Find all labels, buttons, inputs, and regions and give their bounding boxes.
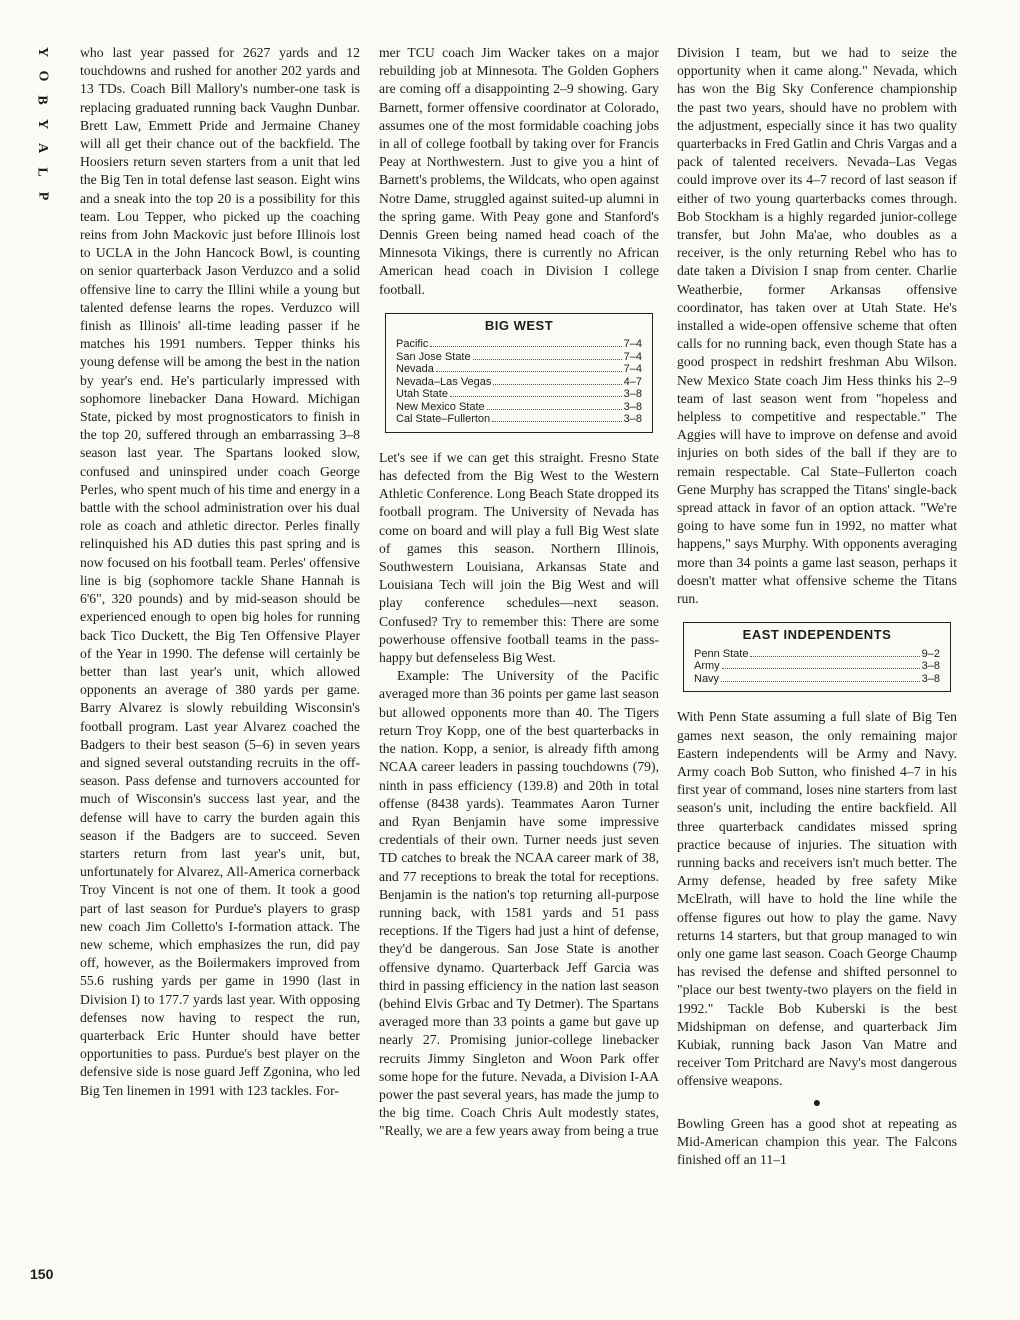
standings-row — [694, 673, 940, 686]
standings-record: 3–8 — [623, 400, 642, 413]
article-column-1 — [80, 44, 360, 1100]
standings-row — [694, 660, 940, 673]
sidebar-letter: Y — [35, 46, 50, 58]
standings-team: Navy — [694, 672, 720, 685]
standings-team: Penn State — [694, 647, 749, 660]
article-column-3 — [677, 44, 957, 1169]
leader-dots — [493, 384, 621, 385]
standings-row — [396, 338, 642, 351]
standings-title: BIG WEST — [484, 317, 554, 333]
standings-row — [396, 376, 642, 389]
standings-row — [396, 388, 642, 401]
standings-row — [396, 351, 642, 364]
standings-record: 3–8 — [623, 388, 642, 401]
standings-record: 4–7 — [623, 375, 642, 388]
standings-record: 7–4 — [623, 350, 642, 363]
standings-record: 9–2 — [921, 647, 940, 660]
body-paragraph: mer TCU coach Jim Wacker takes on a major rebuilding job at Minnesota. The Golden Gophers are coming off a disappointing 2–9 showing. Gary Barnett, former offensive coordinator at Colorado, assumes one of the most formidable coaching jobs in all of college football by taking over for Francis Peay at Northwestern. Just to give you a hint of Barnett's problems, the Wildcats, who open against Notre Dame, struggled against suited-up alumni in the spring game. With Peay gone and Stanford's Dennis Green being named head coach of the Minnesota Vikings, there is currently no African American head coach in Division I college football. — [379, 45, 659, 297]
standings-team: Pacific — [396, 338, 429, 351]
standings-row — [396, 363, 642, 376]
leader-dots — [721, 681, 920, 682]
body-paragraph: Division I team, but we had to seize the opportunity when it came along." Nevada, which has won the Big Sky Conference championship the past two years, should have no problem with the adjustment, especially since it has two quality quarterbacks in Fred Gatlin and Chris Vargas and a pack of talented receivers. Nevada–Las Vegas could improve over its 4–7 record of last season if either of two young quarterbacks comes through. Bob Stockham is a highly regarded junior-college transfer, but John Ma'ae, who doubles as a receiver, is the only returning Rebel who has to date taken a Division I snap from center. Charlie Weatherbie, former Arkansas offensive coordinator, has taken over at Utah State. He's installed a wide-open offensive scheme that often calls for no running back, even though State has a good prospect in redshirt freshman Abu Wilson. New Mexico State coach Jim Hess thinks his 2–9 team of last season went from "hopeless and helpless to competitive and respectable." The Aggies will have to improve on defense and avoid injuries on both sides of the ball if they are to remain respectable. Cal State–Fullerton coach Gene Murphy has scrapped the Titans' single-back spread attack in favor of an option attack. "We're going to have some fun in 1992, no matter what happens," says Murphy. With opponents averaging more than 34 points a game last season, perhaps it doesn't matter what offensive scheme the Titans run. — [677, 45, 957, 607]
standings-record: 7–4 — [623, 363, 642, 376]
sidebar-letter: P — [35, 191, 50, 201]
body-paragraph: Let's see if we can get this straight. Fresno State has defected from the Big West to the Western Athletic Conference. Long Beach State dropped its football program. The University of Nevada has come on board and will play a full Big West slate of games this season. Northern Illinois, Southwestern Louisiana, Arkansas State and Louisiana Tech will join the Big West and will play conference schedules—next season. Confused? Try to remember this: There are some powerhouse offensive football teams in the pass-happy but defenseless Big West. — [379, 449, 659, 666]
leader-dots — [722, 668, 920, 669]
body-paragraph: With Penn State assuming a full slate of Big Ten games next season, the only remaining major Eastern independents will be Army and Navy. Army coach Bob Sutton, who finished 4–7 in his first year of command, loses nine starters from last season's unit, including the entire backfield. All three quarterback candidates missed spring practice because of injuries. The situation with running backs and receivers isn't much better. The Army defense, headed by free safety Mike McElrath, will have to hold the line while the offense figures out how to play the game. Navy returns 14 starters, but that group managed to win only one game last season. Coach George Chaump has revised the defense and shifted personnel to "place our best twenty-two players on the field in 1992." Tackle Bob Kuberski is the best Midshipman on defense, and quarterback Jim Kubiak, running back Jason Van Matre and receiver Tom Pritchard are Navy's most dangerous offensive weapons. — [677, 709, 957, 1089]
standings-row — [694, 648, 940, 661]
leader-dots — [450, 396, 622, 397]
section-bullet: ● — [812, 1095, 822, 1111]
standings-row — [396, 401, 642, 414]
standings-team: Nevada–Las Vegas — [396, 375, 492, 388]
standings-record: 3–8 — [921, 672, 940, 685]
sidebar-letter: L — [35, 167, 50, 177]
big-west-standings-box — [385, 313, 653, 433]
body-paragraph: Example: The University of the Pacific averaged more than 36 points per game last season but allowed opponents more than 40. The Tigers return Troy Kopp, one of the best quarterbacks in the nation. Kopp, a senior, is already fifth among NCAA career leaders in passing touchdowns (79), ninth in pass efficiency (139.8) and 20th in total offense (8438 yards). Teammates Aaron Turner and Ryan Benjamin have some impressive credentials of their own. Turner needs just seven TD catches to break the NCAA career mark of 38, and 77 receptions to break the total for receptions. Benjamin is the nation's top returning all-purpose running back, with 1581 yards and 51 pass receptions. If the Tigers had just a hint of defense, they'd be dangerous. San Jose State is another offensive dynamo. Quarterback Jeff Garcia was third in passing efficiency in the nation last season (behind Elvis Grbac and Ty Detmer). The Spartans averaged more than 33 points a game but gave up nearly 27. Promising junior-college linebacker recruits Jimmy Singleton and Woon Park offer some hope for the future. Nevada, a Division I-AA power the past several years, has made the jump to the big time. Coach Chris Ault modestly states, "Really, we are a few years away from being a true — [379, 668, 659, 1139]
page-number: 150 — [30, 1266, 54, 1282]
body-paragraph: Bowling Green has a good shot at repeating as Mid-American champion this year. The Falcons finished off an 11–1 — [677, 1115, 957, 1168]
sidebar-letter: A — [35, 142, 50, 154]
standings-record: 3–8 — [921, 660, 940, 673]
standings-team: Army — [694, 660, 720, 673]
standings-team: Nevada — [396, 363, 434, 376]
leader-dots — [750, 656, 919, 657]
leader-dots — [436, 371, 622, 372]
standings-row — [396, 413, 642, 426]
sidebar-letter: Y — [35, 118, 50, 130]
east-independents-standings-box — [683, 622, 951, 692]
body-paragraph: who last year passed for 2627 yards and 12 touchdowns and rushed for another 202 yards and 13 TDs. Coach Bill Mallory's number-one task is replacing graduated running back Vaughn Dunbar. Brett Law, Emmett Pride and Jermaine Chaney will all get their chance out of the backfield. The Hoosiers return seven starters from a unit that led the Big Ten in total defense last season. Eight wins and a sneak into the top 20 is a possibility for this team. Lou Tepper, who picked up the coaching reins from John Mackovic just before Illinois lost to UCLA in the John Hancock Bowl, is counting on senior quarterback Jason Verduzco and a solid offensive line to carry the Illini while a young but talented defense learns the ropes. Verduzco will finish as Illinois' all-time leading passer if he matches his 1991 numbers. Tepper thinks his young defense will be among the best in the nation by year's end. He's particularly impressed with sophomore linebacker Dana Howard. Michigan State, picked by most prognosticators to finish in the top 20, suffered through an embarrassing 3–8 season last year. The Spartans looked slow, confused and uninspired under coach George Perles, who spent much of his time and energy in a battle with the school administration over his dual role as coach and athletic director. Perles finally relinquished his AD duties this past spring and is now focused on his football team. Perles' offensive line is big (sophomore tackle Shane Hannah is 6'6", 320 pounds) and by mid-season should be experienced enough to open big holes for running back Tico Duckett, the Big Ten Offensive Player of the Year in 1990. The defense will certainly be better than last year's unit, which allowed opponents an average of 380 yards per game. Barry Alvarez is slowly rebuilding Wisconsin's football program. Last year Alvarez coached the Badgers to their best season (5–6) in seven years and signed several outstanding recruits in the off-season. Pass defense and turnovers accounted for much of Wisconsin's success last year, and the defense will have to carry the burden again this season if the Badgers are to succeed. Seven starters return from last year's unit, but, unfortunately for Alvarez, All-America cornerback Troy Vincent is not one of them. It took a good part of last season for Purdue's players to grasp new coach Jim Colletto's I-formation attack. The new scheme, which emphasizes the run, did pay off, however, as the Boilermakers improved from 55.6 rushing yards per game in 1990 (last in Division I) to 177.7 yards last year. With opposing defenses now having to respect the run, quarterback Eric Hunter should have better opportunities to pass. Purdue's best player on the defensive side is nose guard Jeff Zgonina, who led Big Ten linemen in 1991 with 123 tackles. For- — [80, 45, 360, 1098]
standings-team: New Mexico State — [396, 400, 485, 413]
sidebar-letter: O — [34, 70, 50, 82]
article-column-2 — [379, 44, 659, 1141]
leader-dots — [487, 409, 622, 410]
leader-dots — [430, 346, 621, 347]
standings-team: Utah State — [396, 388, 448, 401]
magazine-sidebar-logo — [28, 40, 56, 208]
standings-record: 3–8 — [623, 413, 642, 426]
standings-team: San Jose State — [396, 350, 471, 363]
sidebar-letter: B — [35, 95, 50, 105]
leader-dots — [473, 359, 622, 360]
standings-team: Cal State–Fullerton — [396, 413, 491, 426]
leader-dots — [492, 421, 621, 422]
standings-title: EAST INDEPENDENTS — [742, 627, 892, 643]
standings-record: 7–4 — [623, 338, 642, 351]
